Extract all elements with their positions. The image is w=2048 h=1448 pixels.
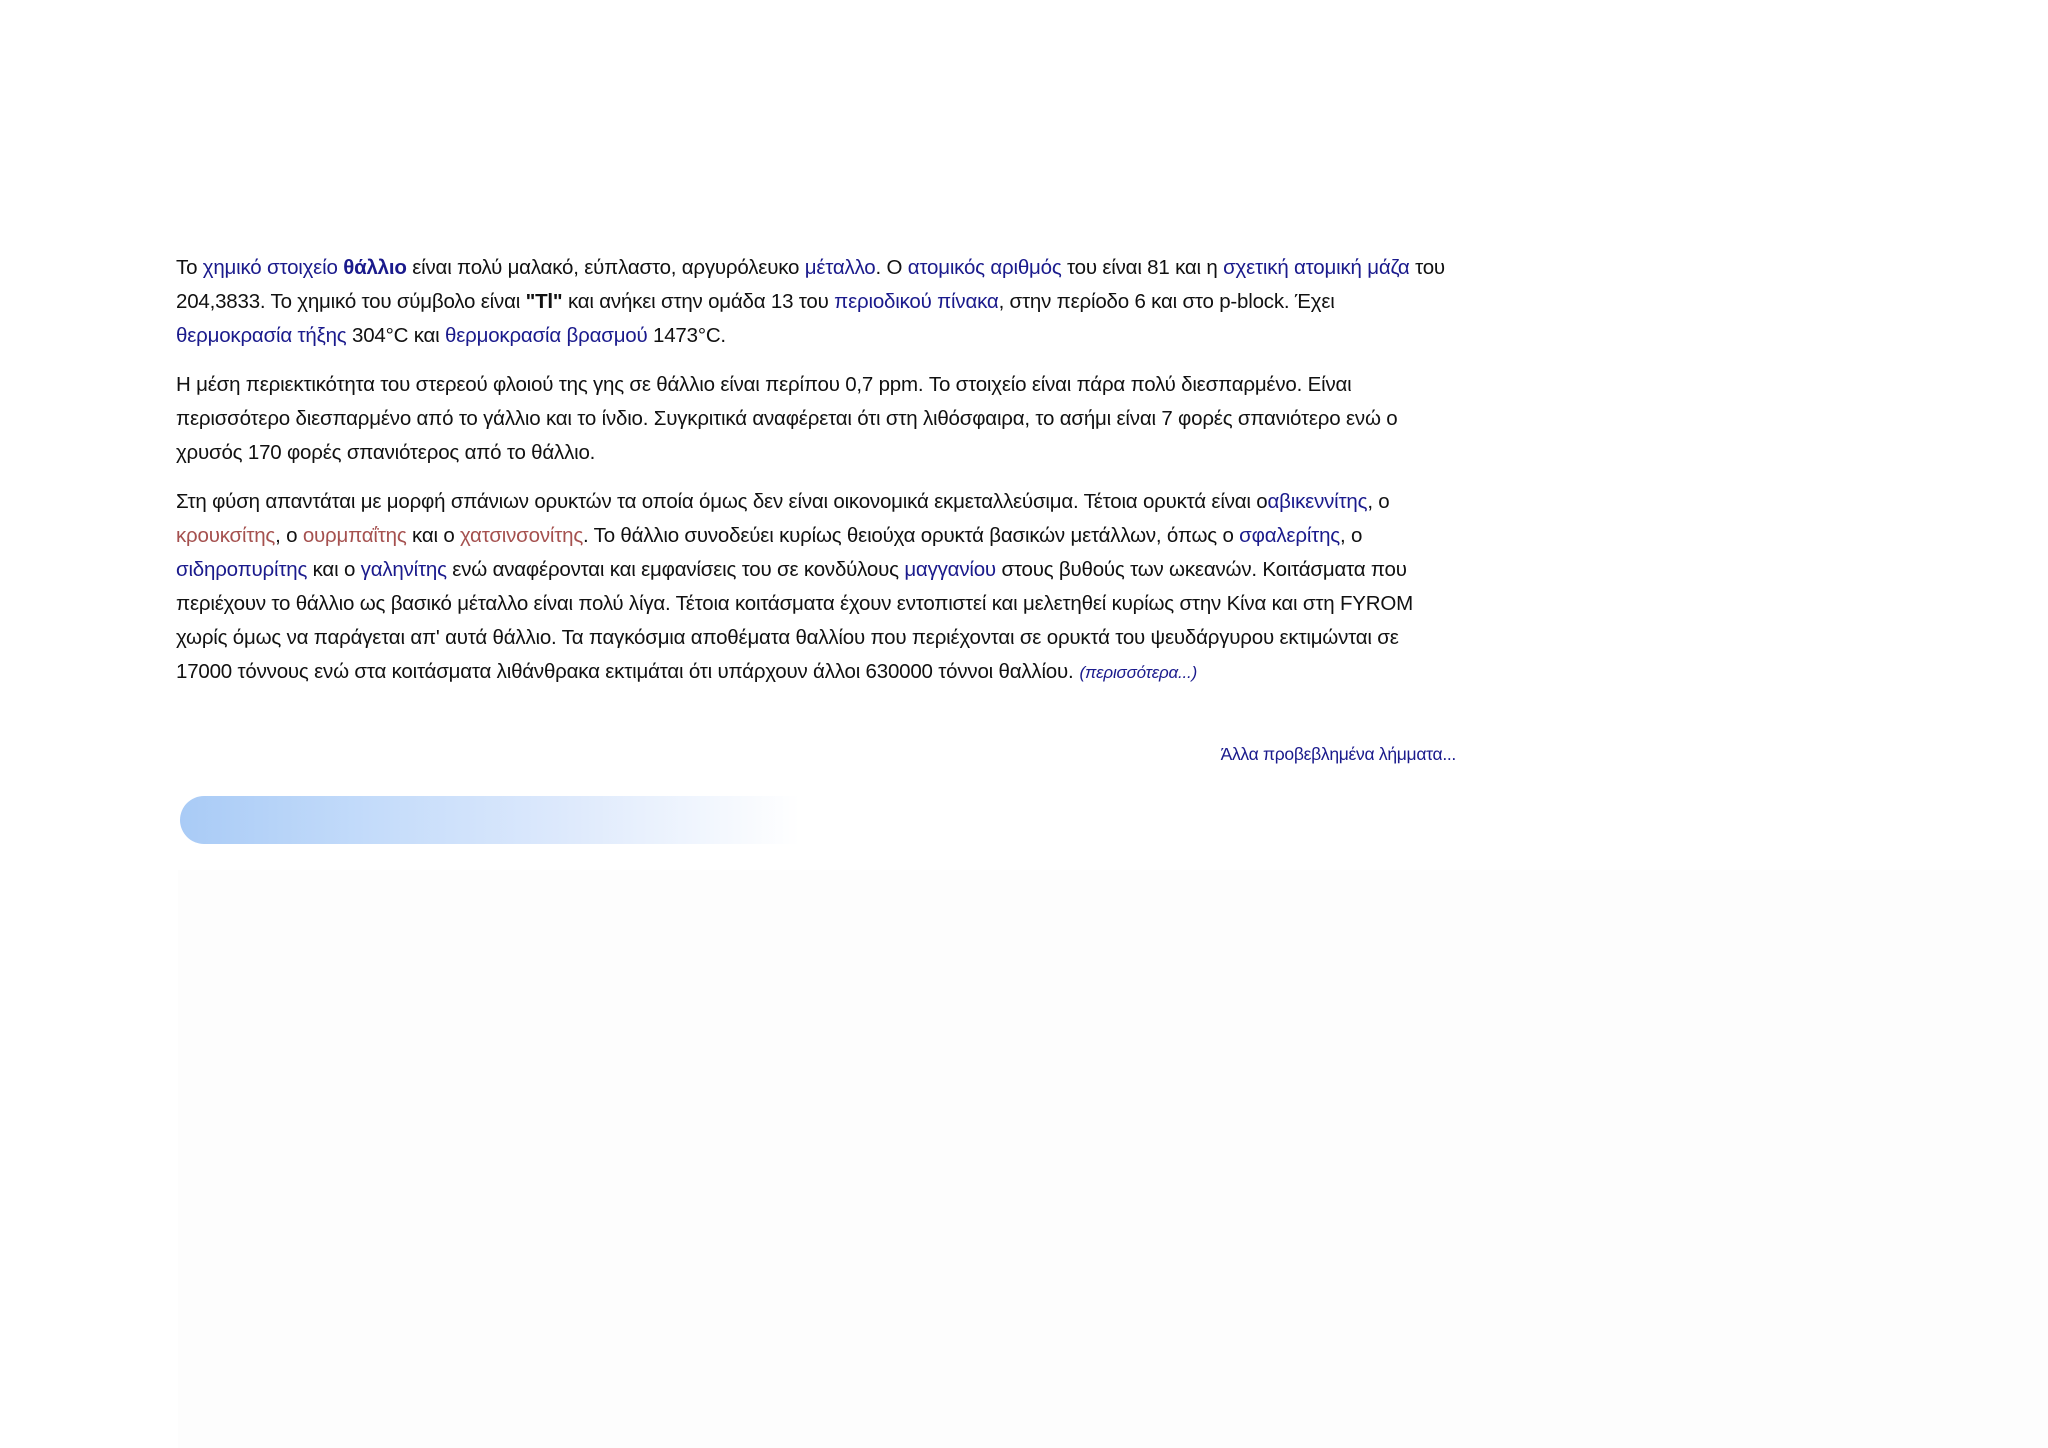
link-sphalerite[interactable]: σφαλερίτης bbox=[1239, 524, 1340, 547]
link-boiling-point[interactable]: θερμοκρασία βρασμού bbox=[445, 324, 648, 347]
text: . Ο bbox=[875, 256, 908, 279]
link-crookesite[interactable]: κρουκσίτης bbox=[176, 524, 276, 547]
article-paragraph-2: Η μέση περιεκτικότητα του στερεού φλοιού της γης σε θάλλιο είναι περίπου 0,7 ppm. Το στοιχείο είναι πάρα πολύ διεσπαρμένο. Είναι περισσότερο διεσπαρμένο από το γάλλιο και το ίνδιο. Συγκριτικά αναφέρεται ότι στη λιθόσφαιρα, το ασήμι είναι 7 φορές σπανιότερο ενώ ο χρυσός 170 φορές σπανιότερος από το θάλλιο. bbox=[176, 373, 1398, 464]
link-avicennite[interactable]: αβικεννίτης bbox=[1267, 490, 1368, 513]
link-manganese[interactable]: μαγγανίου bbox=[904, 558, 996, 581]
link-relative-atomic-mass[interactable]: σχετική ατομική μάζα bbox=[1223, 256, 1410, 279]
article-paragraph-1 bbox=[176, 251, 1456, 353]
text: ενώ αναφέρονται και εμφανίσεις του σε κονδύλους bbox=[446, 558, 905, 581]
link-hutchinsonite[interactable]: χατσινσονίτης bbox=[460, 524, 584, 547]
text: , ο bbox=[1367, 490, 1390, 513]
text: και ο bbox=[307, 558, 361, 581]
text: 1473°C. bbox=[647, 324, 726, 347]
section-footer-bar bbox=[180, 796, 800, 844]
link-atomic-number[interactable]: ατομικός αριθμός bbox=[907, 256, 1062, 279]
text: του 204,3833. Το χημικό του σύμβολο είναι bbox=[176, 256, 1445, 313]
text: , στην περίοδο 6 και στο p-block. Έχει bbox=[998, 290, 1335, 313]
more-link[interactable]: (περισσότερα...) bbox=[1079, 663, 1198, 682]
page-background bbox=[178, 870, 2048, 1448]
link-chemical-element[interactable]: χημικό στοιχείο bbox=[202, 256, 338, 279]
text: , ο bbox=[1339, 524, 1363, 547]
link-periodic-table[interactable]: περιοδικού πίνακα bbox=[834, 290, 999, 313]
link-thallium[interactable]: θάλλιο bbox=[343, 256, 407, 279]
text: Στη φύση απαντάται με μορφή σπάνιων ορυκτών τα οποία όμως δεν είναι οικονομικά εκμεταλλεύσιμα. Τέτοια ορυκτά είναι ο bbox=[176, 490, 1268, 513]
link-metal[interactable]: μέταλλο bbox=[804, 256, 876, 279]
text: του είναι 81 και η bbox=[1061, 256, 1224, 279]
other-featured-articles-link[interactable]: Άλλα προβεβλημένα λήμματα... bbox=[1220, 744, 1456, 764]
text: 304°C και bbox=[346, 324, 445, 347]
link-urbaite[interactable]: ουρμπαΐτης bbox=[302, 524, 407, 547]
link-pyrite[interactable]: σιδηροπυρίτης bbox=[176, 558, 308, 581]
text: και ανήκει στην ομάδα 13 του bbox=[562, 290, 835, 313]
featured-article bbox=[176, 251, 1456, 705]
article-paragraph-3 bbox=[176, 485, 1456, 690]
link-melting-point[interactable]: θερμοκρασία τήξης bbox=[176, 324, 347, 347]
text: είναι πολύ μαλακό, εύπλαστο, αργυρόλευκο bbox=[406, 256, 805, 279]
text: στους βυθούς των ωκεανών. Κοιτάσματα που περιέχουν το θάλλιο ως βασικό μέταλλο είναι πολύ λίγα. Τέτοια κοιτάσματα έχουν εντοπιστεί και μελετηθεί κυρίως στην Κίνα και στη FYROM χωρίς όμως να παράγεται απ' αυτά θάλλιο. Τα παγκόσμια αποθέματα θαλλίου που περιέχονται σε ορυκτά του ψευδάργυρου εκτιμώνται σε 17000 τόννους ενώ στα κοιτάσματα λιθάνθρακα εκτιμάται ότι υπάρχουν άλλοι 630000 τόννοι θαλλίου. bbox=[176, 558, 1413, 683]
text: . Το θάλλιο συνοδεύει κυρίως θειούχα ορυκτά βασικών μετάλλων, όπως ο bbox=[583, 524, 1240, 547]
text: Το bbox=[176, 256, 203, 279]
text: , ο bbox=[275, 524, 303, 547]
text: και ο bbox=[406, 524, 461, 547]
chemical-symbol: "Tl" bbox=[525, 290, 563, 313]
link-galena[interactable]: γαληνίτης bbox=[360, 558, 447, 581]
